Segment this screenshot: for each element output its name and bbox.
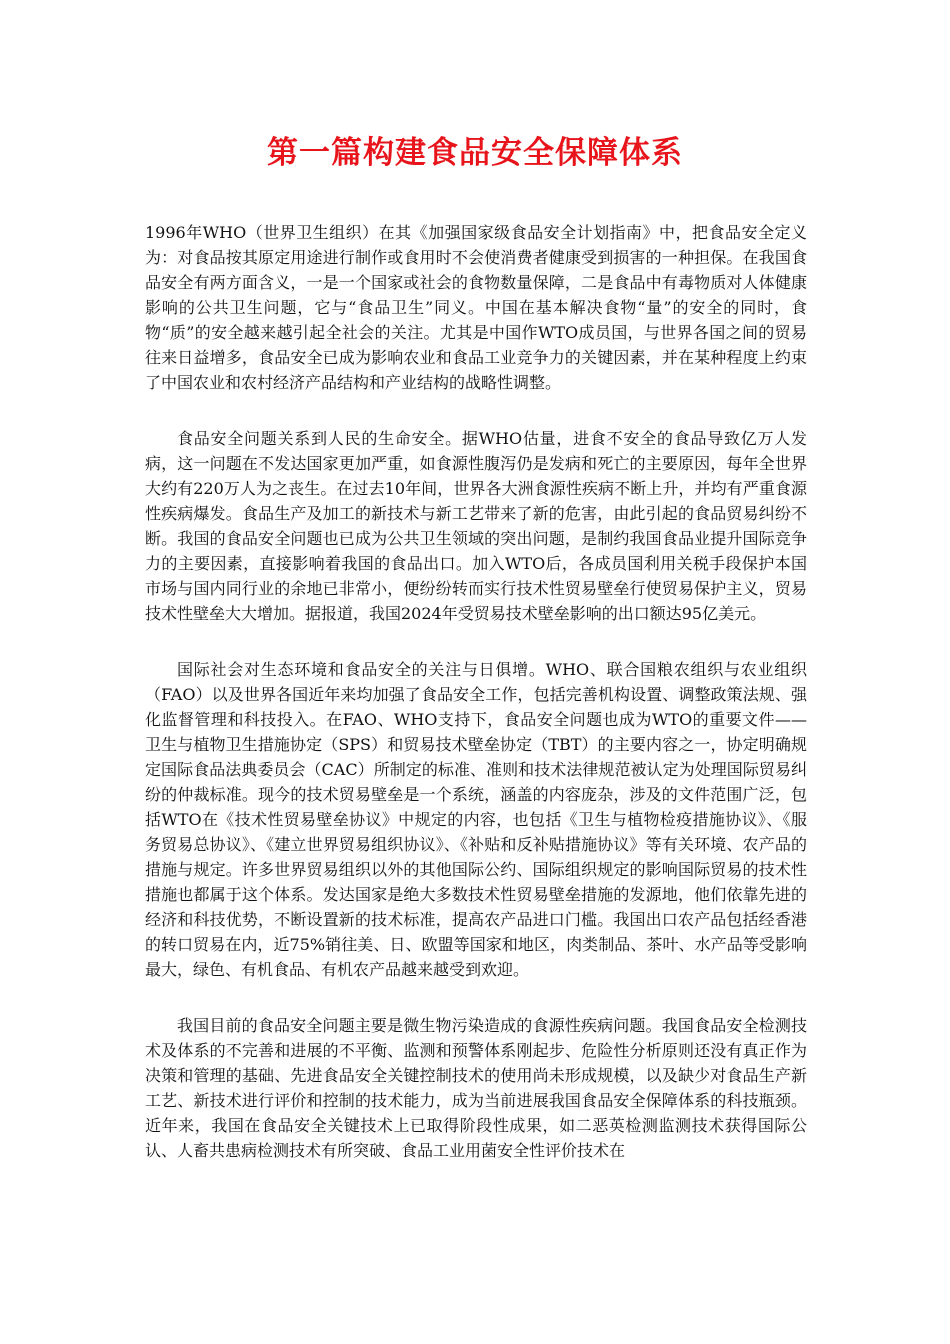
paragraph-4: 我国目前的食品安全问题主要是微生物污染造成的食源性疾病问题。我国食品安全检测技术及体系的不完善和进展的不平衡、监测和预警体系刚起步、危险性分析原则还没有真正作为决策和管理的基础、先进食品安全关键控制技术的使用尚未形成规模，以及缺少对食品生产新工艺、新技术进行评价和控制的技术能力，成为当前进展我国食品安全保障体系的科技瓶颈。近年来，我国在食品安全关键技术上已取得阶段性成果，如二恶英检测监测技术获得国际公认、人畜共患病检测技术有所突破、食品工业用菌安全性评价技术在	[145, 1016, 807, 1160]
document-body	[145, 220, 807, 1194]
paragraph-1: 1996年WHO（世界卫生组织）在其《加强国家级食品安全计划指南》中，把食品安全定义为：对食品按其原定用途进行制作或食用时不会使消费者健康受到损害的一种担保。在我国食品安全有两方面含义，一是一个国家或社会的食物数量保障，二是食品中有毒物质对人体健康影响的公共卫生问题，它与“食品卫生”同义。中国在基本解决食物“量”的安全的同时，食物“质”的安全越来越引起全社会的关注。尤其是中国作WTO成员国，与世界各国之间的贸易往来日益增多，食品安全已成为影响农业和食品工业竞争力的关键因素，并在某种程度上约束了中国农业和农村经济产品结构和产业结构的战略性调整。	[145, 223, 807, 392]
paragraph-3: 国际社会对生态环境和食品安全的关注与日俱增。WHO、联合国粮农组织与农业组织（FAO）以及世界各国近年来均加强了食品安全工作，包括完善机构设置、调整政策法规、强化监督管理和科技投入。在FAO、WHO支持下，食品安全问题也成为WTO的重要文件——卫生与植物卫生措施协定（SPS）和贸易技术壁垒协定（TBT）的主要内容之一，协定明确规定国际食品法典委员会（CAC）所制定的标准、准则和技术法律规范被认定为处理国际贸易纠纷的仲裁标准。现今的技术贸易壁垒是一个系统，涵盖的内容庞杂，涉及的文件范围广泛，包括WTO在《技术性贸易壁垒协议》中规定的内容，也包括《卫生与植物检疫措施协议》、《服务贸易总协议》、《建立世界贸易组织协议》、《补贴和反补贴措施协议》等有关环境、农产品的措施与规定。许多世界贸易组织以外的其他国际公约、国际组织规定的影响国际贸易的技术性措施也都属于这个体系。发达国家是绝大多数技术性贸易壁垒措施的发源地，他们依靠先进的经济和科技优势，不断设置新的技术标准，提高农产品进口门槛。我国出口农产品包括经香港的转口贸易在内，近75%销往美、日、欧盟等国家和地区，肉类制品、茶叶、水产品等受影响最大，绿色、有机食品、有机农产品越来越受到欢迎。	[145, 660, 807, 979]
document-title: 第一篇构建食品安全保障体系	[267, 135, 683, 171]
paragraph-2: 食品安全问题关系到人民的生命安全。据WHO估量，进食不安全的食品导致亿万人发病，这一问题在不发达国家更加严重，如食源性腹泻仍是发病和死亡的主要原因，每年全世界大约有220万人为之丧生。在过去10年间，世界各大洲食源性疾病不断上升，并均有严重食源性疾病爆发。食品生产及加工的新技术与新工艺带来了新的危害，由此引起的食品贸易纠纷不断。我国的食品安全问题也已成为公共卫生领域的突出问题，是制约我国食品业提升国际竞争力的主要因素，直接影响着我国的食品出口。加入WTO后，各成员国利用关税手段保护本国市场与国内同行业的余地已非常小，便纷纷转而实行技术性贸易壁垒行使贸易保护主义，贸易技术性壁垒大大增加。据报道，我国2024年受贸易技术壁垒影响的出口额达95亿美元。	[145, 429, 807, 623]
